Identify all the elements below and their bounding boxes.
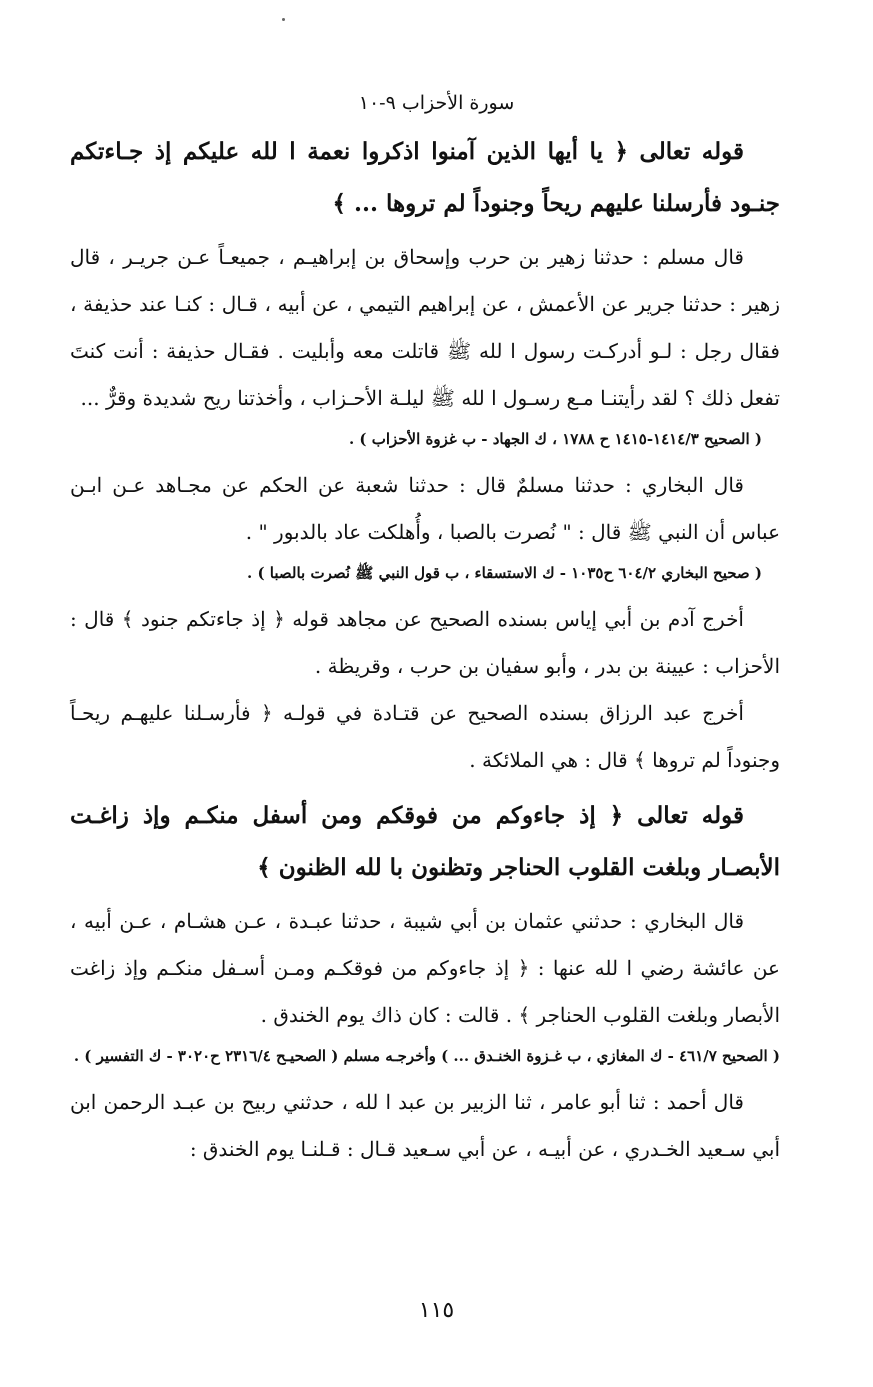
hadith-paragraph-bukhari-2 xyxy=(70,898,780,1039)
speck xyxy=(282,18,285,21)
paragraph-text: قال البخاري : حدثنا مسلمٌ قال : حدثنا شعبة عن الحكم عن مجـاهد عـن ابـن عباس أن النبي ﷺ قال : " نُصرت بالصبا ، وأُهلكت عاد بالدبور " . xyxy=(70,473,780,544)
narration-adam xyxy=(70,596,780,690)
paragraph-text: قال أحمد : ثنا أبو عامر ، ثنا الزبير بن عبد ا لله ، حدثني ربيح بن عبـد الرحمن ابن أبي سـعيد الخـدري ، عن أبيـه ، عن أبي سـعيد قـال : قـلنـا يوم الخندق : xyxy=(70,1090,780,1161)
paragraph-text: قال مسلم : حدثنا زهير بن حرب وإسحاق بن إبراهيـم ، جميعـاً عـن جريـر ، قال زهير : حدثنا جرير عن الأعمش ، عن إبراهيم التيمي ، عن أبيه ، قـال : كنـا عند حذيفة ، فقال رجل : لـو أدركـت رسول ا لله ﷺ قاتلت معه وأبليت . فقـال حذيفة : أنت كنتَ تفعل ذلك ؟ لقد رأيتنـا مـع رسـول ا لله ﷺ ليلـة الأحـزاب ، وأخذتنا ريح شديدة وقرٌّ ... xyxy=(70,245,780,410)
verse-text: قوله تعالى ﴿ إذ جاءوكم من فوقكم ومن أسفل منكـم وإذ زاغـت الأبصـار وبلغت القلوب الحناجر وتظنون با لله الظنون ﴾ xyxy=(70,802,780,881)
page-number: ١١٥ xyxy=(418,1298,455,1323)
paragraph-text: أخرج عبد الرزاق بسنده الصحيح عن قتـادة في قولـه ﴿ فأرسـلنا عليهـم ريحـاً وجنوداً لم تروها ﴾ قال : هي الملائكة . xyxy=(70,701,780,772)
verse-text: قوله تعالى ﴿ يا أيها الذين آمنوا اذكروا نعمة ا لله عليكم إذ جـاءتكم جنـود فأرسلنا عليهم ريحاً وجنوداً لم تروها ... ﴾ xyxy=(70,138,780,217)
reference-note-3: ( الصحيح ٤٦١/٧ - ك المغازي ، ب غـزوة الخنـدق ... ) وأخرجـه مسلم ( الصحيـح ٢٣١٦/٤ ح٣٠٢٠ - ك التفسير ) . xyxy=(73,1047,780,1065)
hadith-paragraph-ahmad xyxy=(70,1079,780,1173)
verse-heading-2 xyxy=(70,790,780,894)
hadith-paragraph-muslim xyxy=(70,234,780,422)
paragraph-text: قال البخاري : حدثني عثمان بن أبي شيبة ، حدثنا عبـدة ، عـن هشـام ، عـن أبيه ، عن عائشة رضي ا لله عنها : ﴿ إذ جاءوكم من فوقكـم ومـن أسـفل منكـم وإذ زاغت الأبصار وبلغت القلوب الحناجر ﴾ . قالت : كان ذاك يوم الخندق . xyxy=(70,909,780,1027)
running-header: سورة الأحزاب ٩-١٠ xyxy=(358,92,515,114)
narration-abdulrazzaq xyxy=(70,690,780,784)
page-body xyxy=(70,120,780,1173)
reference-note-2: ( صحيح البخاري ٦٠٤/٢ ح١٠٣٥ - ك الاستسقاء ، ب قول النبي ﷺ نُصرت بالصبا ) . xyxy=(247,564,762,582)
paragraph-text: أخرج آدم بن أبي إياس بسنده الصحيح عن مجاهد قوله ﴿ إذ جاءتكم جنود ﴾ قال : الأحزاب : عيينة بن بدر ، وأبو سفيان بن حرب ، وقريظة . xyxy=(70,607,780,678)
reference-note-1: ( الصحيح ١٤١٤/٣-١٤١٥ ح ١٧٨٨ ، ك الجهاد - ب غزوة الأحزاب ) . xyxy=(348,430,762,448)
hadith-paragraph-bukhari-1 xyxy=(70,462,780,556)
verse-heading-1 xyxy=(70,126,780,230)
